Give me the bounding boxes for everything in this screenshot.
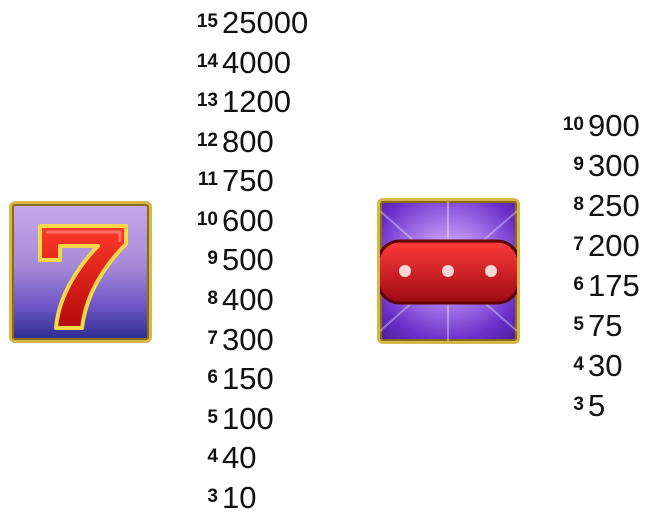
- symbol-count: 10: [562, 114, 584, 135]
- symbol-count: 11: [197, 169, 218, 190]
- symbol-count: 10: [196, 209, 218, 230]
- payout-amount: 250: [588, 188, 640, 223]
- symbol-count: 7: [207, 328, 218, 349]
- payout-amount: 1200: [222, 84, 291, 119]
- payout-amount: 300: [222, 322, 274, 357]
- payout-amount: 150: [222, 361, 274, 396]
- symbol-count: 9: [207, 248, 218, 269]
- payout-amount: 30: [588, 348, 623, 383]
- symbol-count: 14: [196, 51, 218, 72]
- symbol-count: 6: [573, 274, 584, 295]
- symbol-count: 4: [207, 446, 218, 467]
- payout-amount: 5: [588, 388, 606, 423]
- symbol-count: 7: [573, 234, 584, 255]
- symbol-count: 15: [196, 11, 218, 32]
- symbol-count: 9: [573, 154, 584, 175]
- symbol-count: 3: [573, 394, 584, 415]
- payout-amount: 4000: [222, 45, 291, 80]
- payout-amount: 10: [222, 480, 257, 515]
- payout-amount: 900: [588, 108, 640, 143]
- payout-amount: 75: [588, 308, 623, 343]
- symbol-count: 12: [196, 130, 218, 151]
- bar-icon: [380, 201, 517, 341]
- payout-amount: 600: [222, 203, 274, 238]
- payout-amount: 25000: [222, 5, 309, 40]
- payout-amount: 750: [222, 163, 274, 198]
- payout-amount: 40: [222, 440, 257, 475]
- payout-amount: 500: [222, 242, 274, 277]
- symbol-count: 5: [573, 314, 584, 335]
- payout-amount: 175: [588, 268, 640, 303]
- symbol-count: 8: [207, 288, 218, 309]
- symbol-count: 5: [207, 407, 218, 428]
- seven-icon: [12, 204, 149, 340]
- symbol-count: 8: [573, 194, 584, 215]
- payout-amount: 300: [588, 148, 640, 183]
- symbol-count: 13: [196, 90, 218, 111]
- bar-symbol-tile: [377, 198, 520, 344]
- symbol-count: 6: [207, 367, 218, 388]
- payout-amount: 400: [222, 282, 274, 317]
- payout-amount: 100: [222, 401, 274, 436]
- symbol-count: 4: [573, 354, 584, 375]
- payout-amount: 200: [588, 228, 640, 263]
- seven-symbol-tile: [9, 201, 152, 343]
- symbol-count: 3: [207, 486, 218, 507]
- payout-amount: 800: [222, 124, 274, 159]
